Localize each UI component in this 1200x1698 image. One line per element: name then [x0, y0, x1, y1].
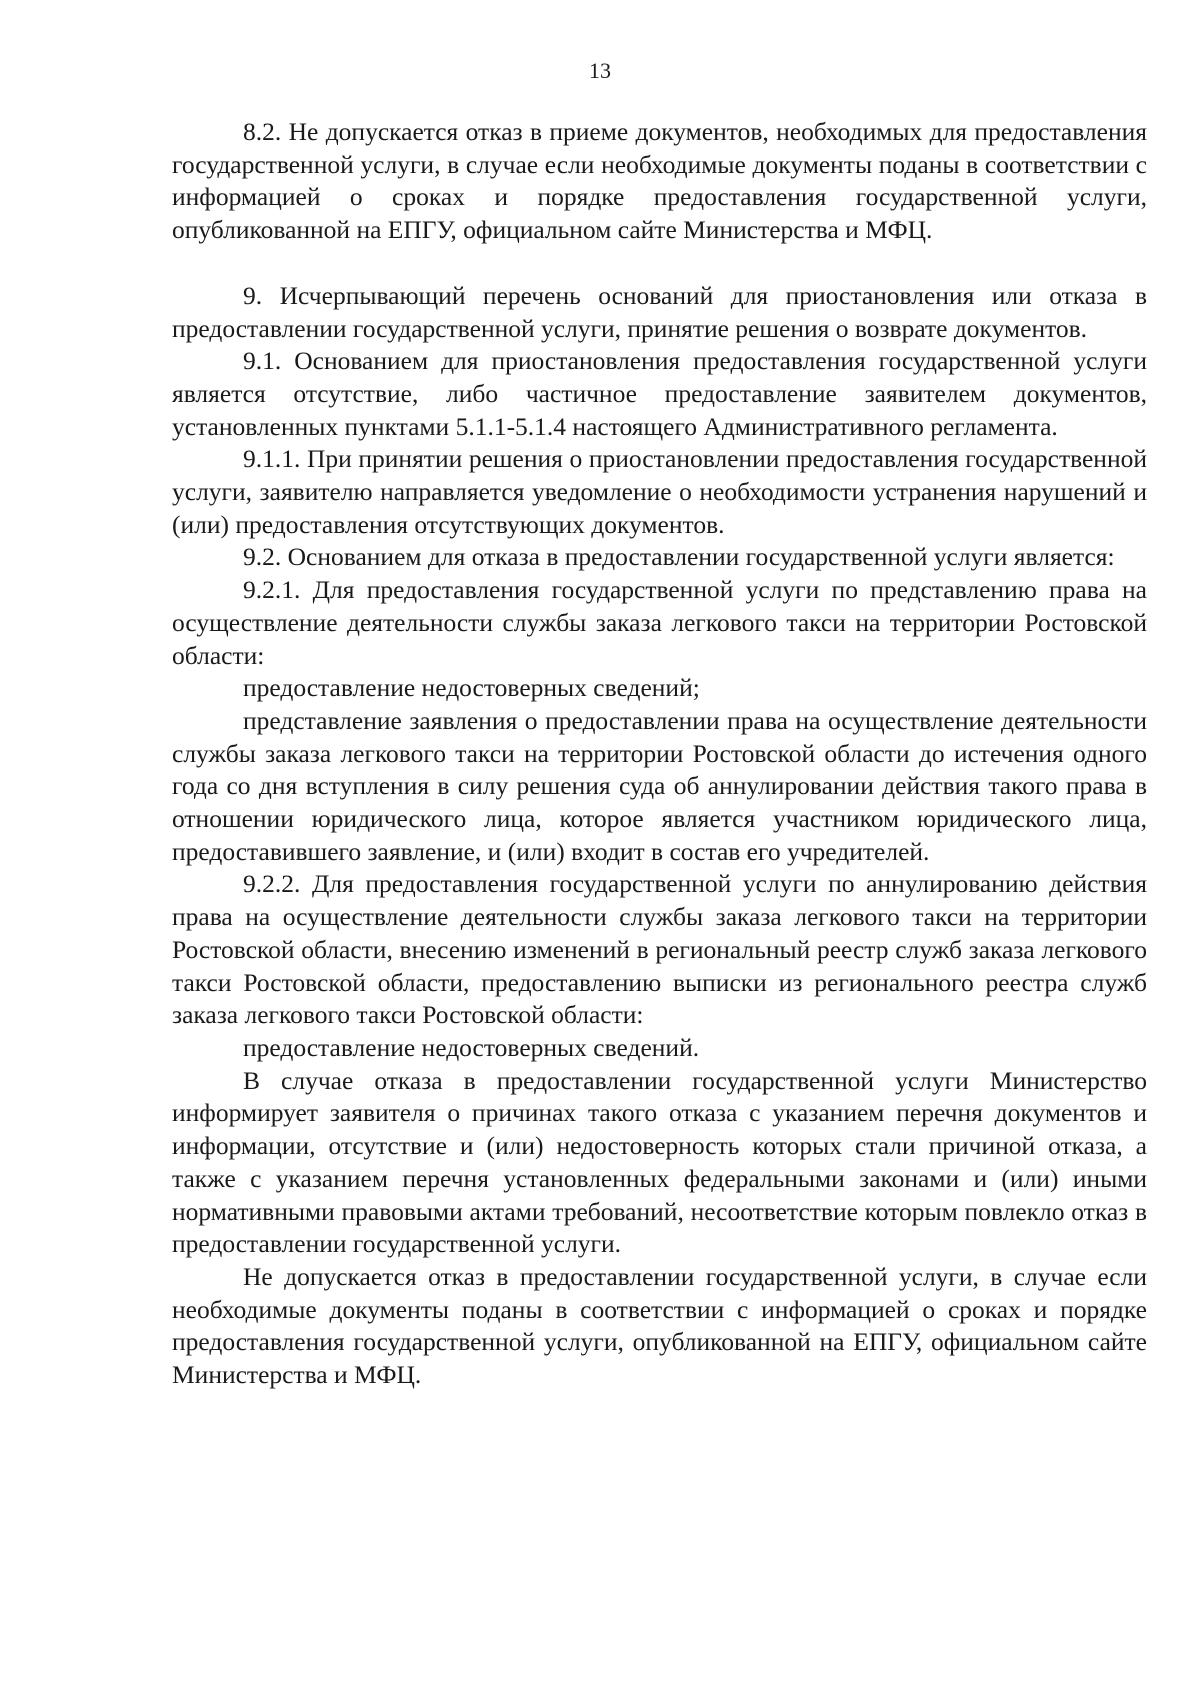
paragraph-9-1: 9.1. Основанием для приостановления предоставления государственной услуги является отсутствие, либо частичное предоставление заявителем документов, установленных пунктами 5.1.1-5.1.4 настоящего Административного регламента.	[172, 346, 1147, 441]
document-body	[172, 116, 1147, 1392]
section-9-heading: 9. Исчерпывающий перечень оснований для приостановления или отказа в предоставлении государственной услуги, принятие решения о возврате документов.	[172, 280, 1147, 343]
list-item-unreliable-info-2: предоставление недостоверных сведений.	[243, 1032, 700, 1062]
paragraph-refusal-notice: В случае отказа в предоставлении государственной услуги Министерство информирует заявителя о причинах такого отказа с указанием перечня документов и информации, отсутствие и (или) недостоверность которых стали причиной отказа, а также с указанием перечня установленных федеральными законами и (или) иными нормативными правовыми актами требований, несоответствие которым повлекло отказ в предоставлении государственной услуги.	[172, 1065, 1147, 1259]
paragraph-gap	[172, 247, 1147, 280]
list-item-early-application: представление заявления о предоставлении права на осуществление деятельности службы заказа легкового такси на территории Ростовской области до истечения одного года со дня вступления в силу решения суда об аннулировании действия такого права в отношении юридического лица, которое является участником юридического лица, предоставившего заявление, и (или) входит в состав его учредителей.	[172, 705, 1147, 866]
paragraph-no-refusal: Не допускается отказ в предоставлении государственной услуги, в случае если необходимые документы поданы в соответствии с информацией о сроках и порядке предоставления государственной услуги, опубликованной на ЕПГУ, официальном сайте Министерства и МФЦ.	[172, 1261, 1147, 1390]
paragraph-9-2-1: 9.2.1. Для предоставления государственной услуги по представлению права на осуществление деятельности службы заказа легкового такси на территории Ростовской области:	[172, 575, 1147, 670]
paragraph-9-2-2: 9.2.2. Для предоставления государственной услуги по аннулированию действия права на осуществление деятельности службы заказа легкового такси на территории Ростовской области, внесению изменений в региональный реестр служб заказа легкового такси Ростовской области, предоставлению выписки из регионального реестра служб заказа легкового такси Ростовской области:	[172, 869, 1147, 1030]
paragraph-9-2: 9.2. Основанием для отказа в предоставлении государственной услуги является:	[243, 542, 1115, 572]
paragraph-8-2: 8.2. Не допускается отказ в приеме документов, необходимых для предоставления государственной услуги, в случае если необходимые документы поданы в соответствии с информацией о сроках и порядке предоставления государственной услуги, опубликованной на ЕПГУ, официальном сайте Министерства и МФЦ.	[172, 117, 1147, 245]
page-number: 13	[589, 58, 611, 83]
list-item-unreliable-info: предоставление недостоверных сведений;	[243, 673, 700, 703]
paragraph-9-1-1: 9.1.1. При принятии решения о приостановлении предоставления государственной услуги, заявителю направляется уведомление о необходимости устранения нарушений и (или) предоставления отсутствующих документов.	[172, 444, 1147, 539]
